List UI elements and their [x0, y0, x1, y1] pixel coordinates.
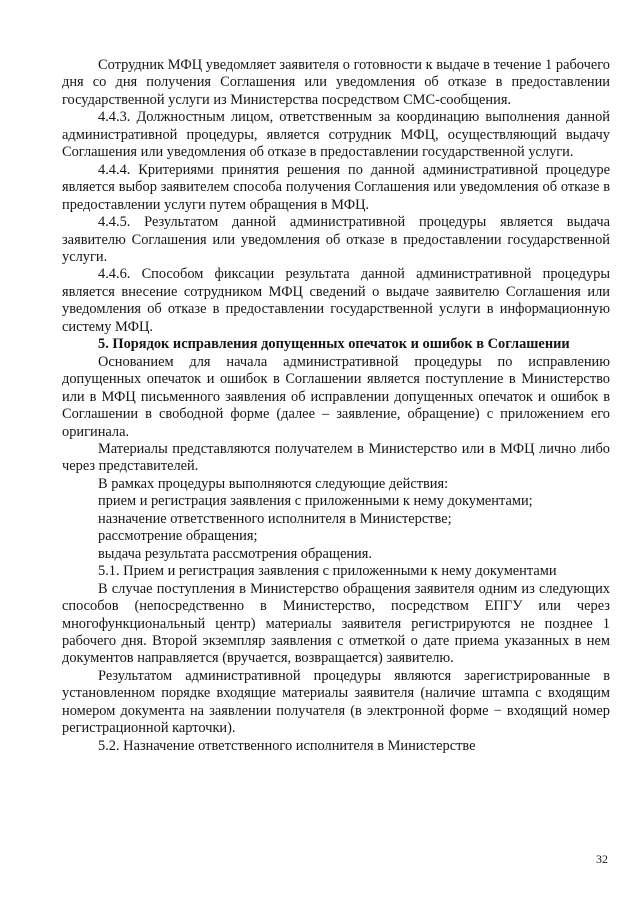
subsection-5-1-title: 5.1. Прием и регистрация заявления с приложенными к нему документами	[98, 563, 557, 580]
document-page	[62, 57, 610, 755]
list-item-review-appeal: рассмотрение обращения;	[98, 528, 258, 545]
list-item-reception-registration: прием и регистрация заявления с приложенными к нему документами;	[98, 493, 533, 510]
paragraph-4-4-4: 4.4.4. Критериями принятия решения по данной административной процедуре является выбор заявителем способа получения Соглашения или уведомления об отказе в предоставлении услуги путем обращения в МФЦ.	[62, 161, 610, 213]
paragraph-4-4-3: 4.4.3. Должностным лицом, ответственным за координацию выполнения данной административной процедуры, является сотрудник МФЦ, осуществляющий выдачу Соглашения или уведомления об отказе в предоставлении государственной услуги.	[62, 109, 610, 161]
paragraph-actions-intro: В рамках процедуры выполняются следующие действия:	[98, 475, 449, 492]
paragraph-appeal-registration: В случае поступления в Министерство обращения заявителя одним из следующих способов (непосредственно в Министерство, посредством ЕПГУ или через многофункциональный центр) материалы заявителя регистрируются не позднее 1 рабочего дня. Второй экземпляр заявления с отметкой о дате приема указанных в нем документов направляется (вручается, возвращается) заявителю.	[62, 580, 610, 667]
list-item-issue-result: выдача результата рассмотрения обращения.	[98, 545, 372, 562]
section-5-heading: 5. Порядок исправления допущенных опечаток и ошибок в Соглашении	[98, 336, 570, 353]
paragraph-procedure-result: Результатом административной процедуры являются зарегистрированные в установленном порядке входящие материалы заявителя (наличие штампа с входящим номером документа на заявлении получателя (в электронной форме − входящий номер регистрационной карточки).	[62, 667, 610, 737]
list-item-assign-executor: назначение ответственного исполнителя в Министерстве;	[98, 510, 452, 527]
paragraph-materials-submission: Материалы представляются получателем в Министерство или в МФЦ лично либо через представителей.	[62, 440, 610, 475]
paragraph-procedure-basis: Основанием для начала административной процедуры по исправлению допущенных опечаток и ошибок в Соглашении является поступление в Министерство или в МФЦ письменного заявления об исправлении допущенных опечаток и ошибок в Соглашении в свободной форме (далее – заявление, обращение) с приложением его оригинала.	[62, 353, 610, 440]
page-number: 32	[596, 852, 608, 866]
subsection-5-2-title: 5.2. Назначение ответственного исполнителя в Министерстве	[98, 737, 476, 754]
paragraph-4-4-5: 4.4.5. Результатом данной административной процедуры является выдача заявителю Соглашения или уведомления об отказе в предоставлении государственной услуги.	[62, 214, 610, 265]
paragraph-mfc-notification: Сотрудник МФЦ уведомляет заявителя о готовности к выдаче в течение 1 рабочего дня со дня получения Соглашения или уведомления об отказе в предоставлении государственной услуги из Министерства посредством СМС-сообщения.	[62, 57, 610, 108]
paragraph-4-4-6: 4.4.6. Способом фиксации результата данной административной процедуры является внесение сотрудником МФЦ сведений о выдаче заявителю Соглашения или уведомления об отказе в предоставлении государственной услуги в информационную систему МФЦ.	[62, 266, 610, 335]
